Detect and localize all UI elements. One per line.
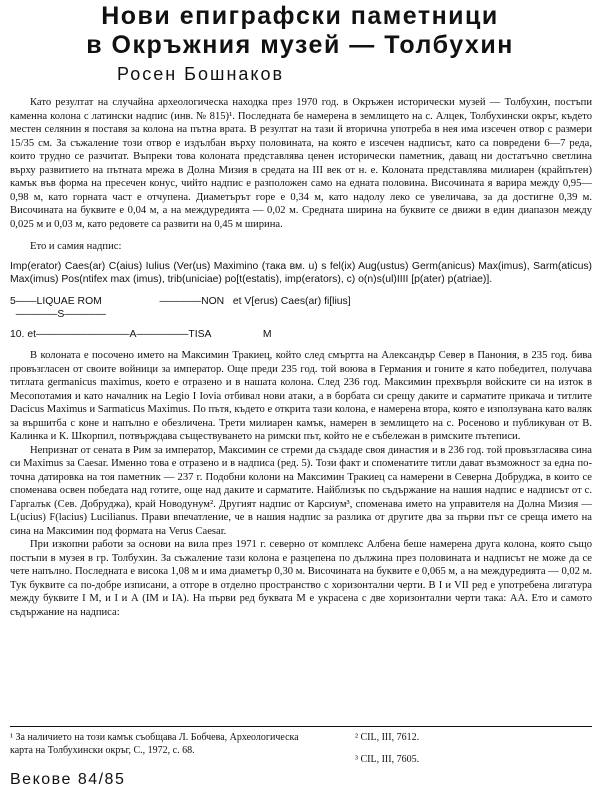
author-name: Росен Бошнаков bbox=[117, 64, 285, 84]
title-block bbox=[0, 0, 600, 60]
paragraph-intro: Като резултат на случайна археологическа находка през 1970 год. в Окръжен исторически музей — Толбухин, постъпи каменна колона с латински надпис (инв. № 815)¹. Последната бе намерена в землището на с. Алцек, Толбухински окръг, където местен селянин я поставя за колона на пътна врата. В резултат на тази й вторична употреба в нея има изсечен отвор с размери 15/35 см. За съжаление този отвор е издълбан върху половината, на която е изсечен надписът, като са повредени 6—7 реда, които трудно се разчитат. Въпреки това колоната представлява ценен исторически паметник, даващ ни достатъчно светлина върху развитието на пътната мрежа в Долна Мизия в средата на III век от н. е. Колоната представлява милиарен (крайпътен) камък във форма на пресечен конус, чийто надпис е разположен само на едната половина. Височината я варира между 0,95—0,98 м, като горната част е отчупена. Диаметърът горе е 0,34 м, като надолу леко се увеличава, за да достигне 0,39 м. Височината на буквите е 0,04 м, а на междуредията — 0,02 м. Средната ширина на буквите се движи в един диапазон между 0,025 м и 0,03 м, като редовете са развити на 0,45 м ширина. bbox=[10, 97, 592, 230]
paragraph-maximin: В колоната е посочено името на Максимин Тракиец, който след смъртта на Александър Север в Панония, в 235 год. бива провъзгласен от своите войници за император. Още преди 235 год. той воюва в Германия и гоните я като победител, получава титлата germanicus maximus, което е отразено и в нашата колона. След 236 год. Максимин прехвърля войските си на изток в Месопотамия и като началник на Legio I Iovia отбивал нови атаки, а в борбата си срещу даките и сарматите прикача и титлите Dacicus Maximus и Sarmaticus Maximus. По пътя, където е открита тази колона, е намерена втора, която е използувана като валяк за вършитба с коне и напълно е обезличена. Трети милиарен камък, намерен в землището на с. Росеново и публикуван от В. Калинка и К. Шкорпил, потвърждава съществуването на римски път, който не е събележан в римските пътеписи. bbox=[10, 350, 592, 442]
footnote-3: ³ CIL, III, 7605. bbox=[355, 753, 420, 765]
inscription-line-6: ————S———— bbox=[10, 309, 106, 320]
footnote-2: ² CIL, III, 7612. bbox=[355, 732, 420, 743]
article-body bbox=[10, 96, 592, 619]
inscription-line-5: 5——LIQUAE ROM ————NON et V[erus) Caes(ar) fi[lius] bbox=[10, 295, 351, 307]
paragraph-inscription-intro: Ето и самия надпис: bbox=[30, 241, 122, 252]
inscription-text bbox=[10, 260, 592, 342]
paragraph-albena: При изкопни работи за основи на вила през 1971 г. северно от комплекс Албена беше намерена друга колона, която също постъпи в музея в гр. Толбухин. За съжаление тази колона е разцепена по дължина през половината и надписът не може да се чете напълно. Последната е висока 1,08 м и има диаметър 0,30 м. Височината на буквите е 0,065 м, а на междуредията — 0,02 м. Тук буквите са по-добре изписани, а отгоре в отделно пространство с хоризонтални черти. В I и VII ред е употребена лигатура между буквите I М, и I и А (IM и IA). На първи ред буквата М е украсена с две хоризонтални черти така: AA. Ето и самото съдържание на надписа: bbox=[10, 539, 592, 618]
inscription-line-1: Imp(erator) Caes(ar) C(aius) Iulius (Ver(us) Maximino (така вм. u) s fel(ix) Aug(ustus) Germ(anicus) Max(imus), Sarm(aticus) Max(imus) Pos(ntifex max (imus), trib(uniciae) po[t(estatis), imp(erators), c) o(n)s(ul)IIII [p(ater) p(atriae)]. bbox=[10, 260, 592, 285]
article-title-line-2: в Окръжния музей — Толбухин bbox=[86, 31, 514, 59]
page-footer: Векове 84/85 bbox=[10, 771, 126, 788]
inscription-line-10: 10. et—————————A—————TISA M bbox=[10, 328, 272, 340]
paragraph-senate: Непризнат от сената в Рим за император, Максимин се стреми да създаде своя династия и в 236 год. той провъзгласява сина си Maximus за Caesar. Именно това е отразено и в надписа (ред. 5). Този факт и споменатите титли дават възможност за една по-точна датировка на тоя паметник — 237 г. Подобни колони на Максимин Тракиец са намерени в Северна Добруджа, в които се споменава освен победата над готите, още над даките и сарматите. Найблизък по съдържание на нашия надпис е надписът от с. Гаргалък (Сев. Добруджа), край Новодунум². Другият надпис от Карсиум³, споменава името на управителя на Долна Мизия — L(ucius) F(lacius) Lucilianus. Прави впечатление, че в нашия надпис за разлика от другите два за първи път се среща името на сина на Максимин под формата на Verus Caesar. bbox=[10, 444, 592, 537]
footnote-1: ¹ За наличието на този камък съобщава Л. Бобчева, Археологическа карта на Толбухински окръг, С., 1972, с. 68. bbox=[10, 732, 299, 756]
footnotes bbox=[10, 726, 592, 775]
article-title-line-1: Нови епиграфски паметници bbox=[101, 2, 499, 30]
